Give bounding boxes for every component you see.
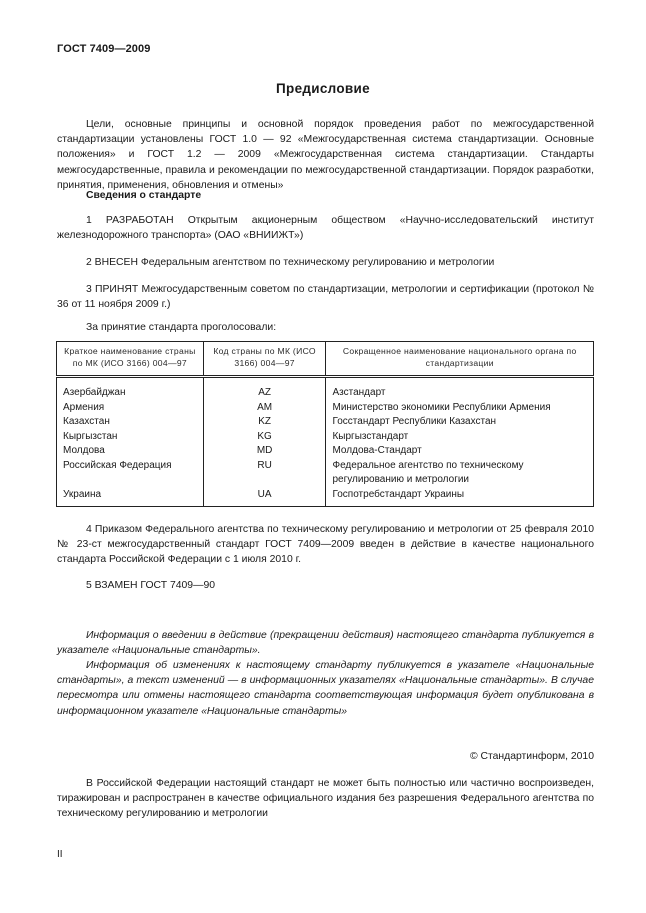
item-developed-text: 1 РАЗРАБОТАН Открытым акционерным обществом «Научно-исследовательский институт железнодорожного транспорта» (ОАО «ВНИИЖТ») bbox=[57, 215, 594, 242]
cell-body: Федеральное агентство по техническому регулированию и метрологии bbox=[326, 459, 594, 488]
table-row bbox=[57, 401, 594, 416]
item-adopted-text: 3 ПРИНЯТ Межгосударственным советом по стандартизации, метрологии и сертификации (протокол № 36 от 11 ноября 2009 г.) bbox=[57, 284, 594, 311]
item-adopted bbox=[57, 282, 594, 312]
info-p2-text: Информация об изменениях к настоящему стандарту публикуется в указателе «Национальные стандарты», а текст изменений — в информационных указателях «Национальные стандарты». В случае пересмотра или отмены настоящего стандарта соответствующая информация будет опубликована в информационном указателе «Национальные стандарты» bbox=[57, 660, 594, 717]
item-enacted bbox=[57, 522, 594, 568]
cell-code: AM bbox=[203, 401, 326, 416]
cell-code: KG bbox=[203, 430, 326, 445]
voted-intro bbox=[57, 320, 594, 335]
info-changes-note bbox=[57, 658, 594, 719]
cell-code: KZ bbox=[203, 415, 326, 430]
section-heading-text: Сведения о стандарте bbox=[86, 190, 202, 201]
item-replaces bbox=[57, 578, 594, 593]
intro-text: Цели, основные принципы и основной порядок проведения работ по межгосударственной стандартизации установлены ГОСТ 1.0 — 92 «Межгосударственная система стандартизации. Основные положения» и ГОСТ 1.2 — 2009 «Межгосударственная система стандартизации. Стандарты межгосударственные, правила и рекомендации по межгосударственной стандартизации. Порядок разработки, принятия, применения, обновления и отмены» bbox=[57, 119, 594, 191]
cell-body: Госстандарт Республики Казахстан bbox=[326, 415, 594, 430]
cell-country: Армения bbox=[57, 401, 204, 416]
item-replaces-text: 5 ВЗАМЕН ГОСТ 7409—90 bbox=[86, 580, 216, 591]
header-country: Краткое наименование страны по МК (ИСО 3166) 004—97 bbox=[57, 342, 204, 377]
cell-code: UA bbox=[203, 488, 326, 507]
voting-countries-table bbox=[56, 341, 594, 507]
cell-body: Молдова-Стандарт bbox=[326, 444, 594, 459]
cell-country: Казахстан bbox=[57, 415, 204, 430]
rights-notice bbox=[57, 776, 594, 822]
table-header-row bbox=[57, 342, 594, 377]
header-body: Сокращенное наименование национального органа по стандартизации bbox=[326, 342, 594, 377]
rights-notice-text: В Российской Федерации настоящий стандарт не может быть полностью или частично воспроизведен, тиражирован и распространен в качестве официального издания без разрешения Федерального агентства по техническому регулированию и метрологии bbox=[57, 778, 594, 820]
cell-country: Молдова bbox=[57, 444, 204, 459]
copyright: © Стандартинформ, 2010 bbox=[469, 751, 594, 762]
cell-code: RU bbox=[203, 459, 326, 488]
table-row bbox=[57, 444, 594, 459]
page-number: II bbox=[57, 849, 63, 860]
table-row bbox=[57, 430, 594, 445]
table-row bbox=[57, 488, 594, 507]
table-row bbox=[57, 415, 594, 430]
intro-paragraph bbox=[57, 117, 594, 193]
item-introduced-text: 2 ВНЕСЕН Федеральным агентством по техническому регулированию и метрологии bbox=[86, 257, 495, 268]
header-code: Код страны по МК (ИСО 3166) 004—97 bbox=[203, 342, 326, 377]
section-heading bbox=[57, 188, 594, 203]
cell-body: Азстандарт bbox=[326, 377, 594, 401]
item-introduced bbox=[57, 255, 594, 270]
standard-code-header: ГОСТ 7409—2009 bbox=[57, 43, 151, 55]
item-developed bbox=[57, 213, 594, 243]
table-row bbox=[57, 459, 594, 488]
table-row bbox=[57, 377, 594, 401]
voted-intro-text: За принятие стандарта проголосовали: bbox=[86, 322, 277, 333]
cell-country: Украина bbox=[57, 488, 204, 507]
item-enacted-text: 4 Приказом Федерального агентства по техническому регулированию и метрологии от 25 февраля 2010 № 23-ст межгосударственный стандарт ГОСТ 7409—2009 введен в действие в качестве национального стандарта Российской Федерации с 1 июля 2010 г. bbox=[57, 524, 594, 566]
cell-code: MD bbox=[203, 444, 326, 459]
cell-code: AZ bbox=[203, 377, 326, 401]
cell-body: Кыргызстандарт bbox=[326, 430, 594, 445]
cell-body: Госпотребстандарт Украины bbox=[326, 488, 594, 507]
page-title: Предисловие bbox=[276, 81, 370, 96]
cell-country: Кыргызстан bbox=[57, 430, 204, 445]
cell-country: Российская Федерация bbox=[57, 459, 204, 488]
info-publication-note bbox=[57, 628, 594, 658]
cell-body: Министерство экономики Республики Армения bbox=[326, 401, 594, 416]
info-p1-text: Информация о введении в действие (прекращении действия) настоящего стандарта публикуется в указателе «Национальные стандарты». bbox=[57, 630, 594, 657]
cell-country: Азербайджан bbox=[57, 377, 204, 401]
